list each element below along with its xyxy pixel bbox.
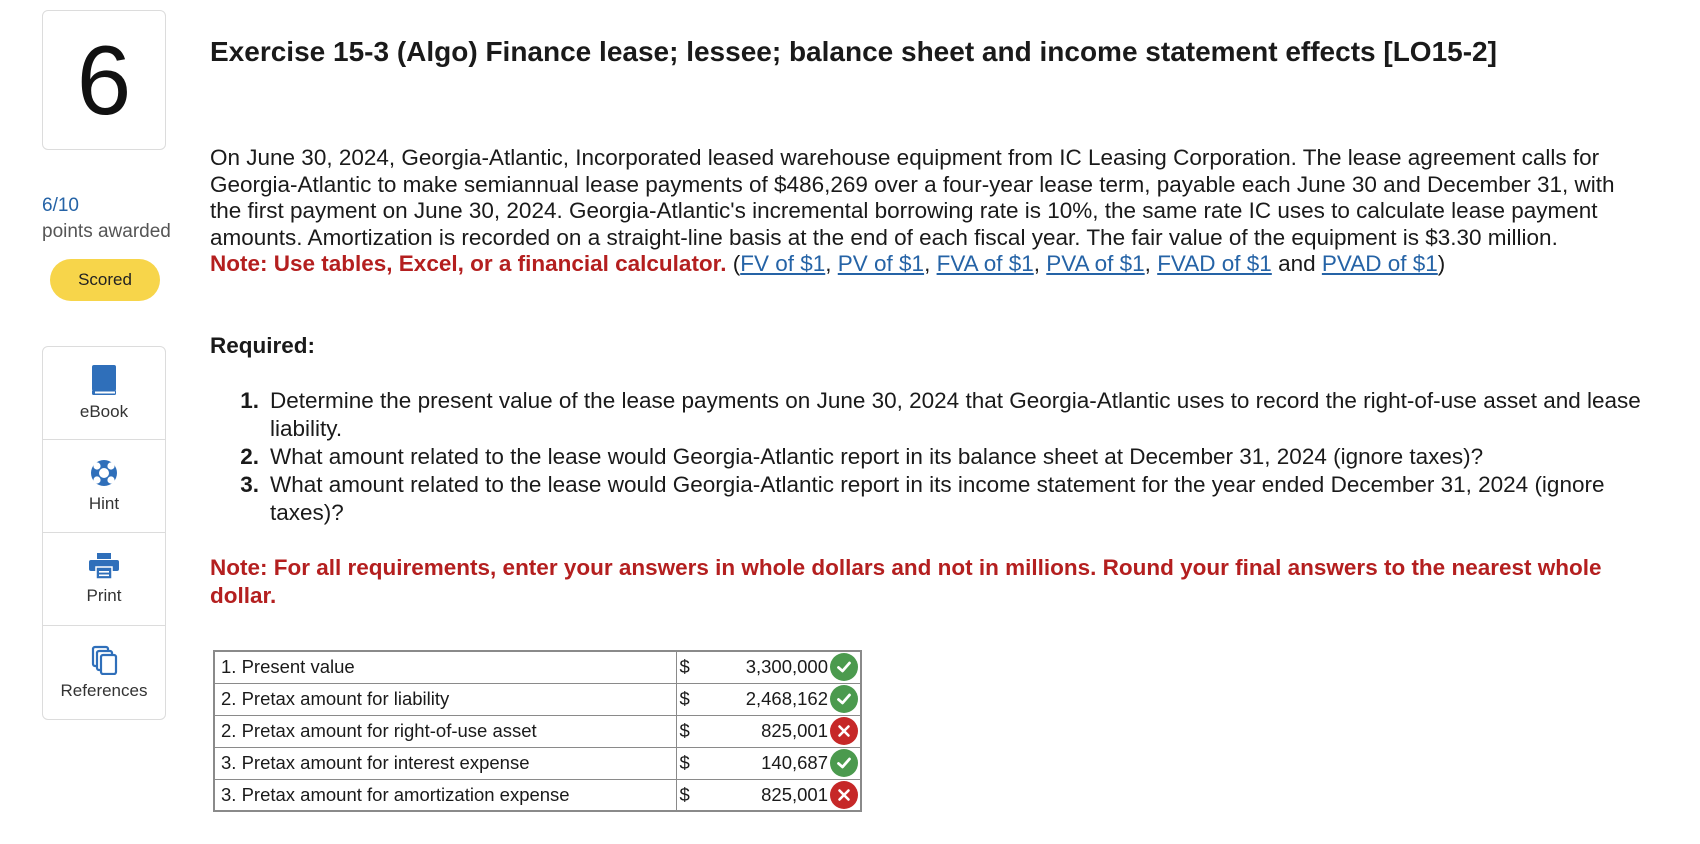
- hint-button[interactable]: [43, 440, 165, 533]
- table-row: [214, 715, 861, 747]
- question-number: 6: [42, 10, 166, 150]
- table-row: [214, 651, 861, 683]
- printer-icon: [88, 552, 120, 580]
- print-button[interactable]: [43, 533, 165, 626]
- score-block: [42, 193, 171, 245]
- table-row: [214, 683, 861, 715]
- link-pva[interactable]: PVA of $1: [1046, 251, 1145, 276]
- link-separator: ,: [1144, 251, 1158, 276]
- book-icon: [90, 364, 118, 396]
- requirement-text: Determine the present value of the lease payments on June 30, 2024 that Georgia-Atlantic uses to record the right-of-use asset and lease liability.: [270, 388, 1641, 441]
- answer-input[interactable]: 3,300,000: [745, 656, 828, 678]
- answer-cell: [701, 651, 861, 683]
- answer-input[interactable]: 2,468,162: [745, 688, 828, 709]
- copy-icon: [90, 645, 118, 675]
- requirement-number: 2.: [240, 444, 259, 469]
- ebook-label: eBook: [79, 402, 129, 421]
- problem-text: On June 30, 2024, Georgia-Atlantic, Incorporated leased warehouse equipment from IC Leasing Corporation. The lease agreement calls for Georgia-Atlantic to make semiannual lease payments of $486,269 over a four-year lease term, payable each June 30 and December 31, with the first payment on June 30, 2024. Georgia-Atlantic's incremental borrowing rate is 10%, the same rate IC uses to calculate lease payment amounts. Amortization is recorded on a straight-line basis at the end of each fiscal year. The fair value of the equipment is $3.30 million.: [210, 145, 1615, 250]
- currency-symbol: $: [676, 683, 701, 715]
- paren-close: ): [1437, 251, 1446, 276]
- link-fva[interactable]: FVA of $1: [936, 251, 1034, 276]
- paren-open: (: [726, 251, 741, 276]
- required-heading: Required:: [210, 333, 316, 358]
- answer-cell: [701, 779, 861, 811]
- link-separator: ,: [924, 251, 937, 276]
- currency-symbol: $: [676, 651, 701, 683]
- score-label: points awarded: [42, 221, 171, 242]
- link-pv[interactable]: PV of $1: [837, 251, 925, 276]
- rounding-note: Note: For all requirements, enter your answers in whole dollars and not in millions. Round your final answers to the nearest whole dollar.: [210, 555, 1602, 608]
- hint-label: Hint: [88, 494, 120, 513]
- x-mark-icon: [830, 781, 858, 809]
- ebook-button[interactable]: [43, 347, 165, 440]
- requirement-text: What amount related to the lease would Georgia-Atlantic report in its balance sheet at December 31, 2024 (ignore taxes)?: [270, 444, 1484, 469]
- currency-symbol: $: [676, 715, 701, 747]
- requirement-item: [210, 443, 1650, 471]
- check-icon: [830, 653, 858, 681]
- link-fvad[interactable]: FVAD of $1: [1157, 251, 1272, 276]
- requirement-text: What amount related to the lease would Georgia-Atlantic report in its income statement for the year ended December 31, 2024 (ignore taxes)?: [270, 472, 1605, 525]
- problem-description: [210, 145, 1650, 278]
- answer-label: 3. Pretax amount for interest expense: [214, 747, 676, 779]
- link-and: and: [1271, 251, 1322, 276]
- link-separator: ,: [825, 251, 838, 276]
- answer-input[interactable]: 140,687: [761, 752, 828, 773]
- print-label: Print: [86, 586, 122, 605]
- requirements-list: [210, 387, 1650, 527]
- x-mark-icon: [830, 717, 858, 745]
- answer-input[interactable]: 825,001: [761, 783, 828, 805]
- requirement-item: [210, 387, 1650, 443]
- score-value: 6/10: [42, 195, 79, 216]
- currency-symbol: $: [676, 779, 701, 811]
- lifebuoy-icon: [89, 458, 119, 488]
- answer-label: 2. Pretax amount for liability: [214, 683, 676, 715]
- check-icon: [830, 685, 858, 713]
- link-separator: ,: [1033, 251, 1047, 276]
- check-icon: [830, 749, 858, 777]
- answer-input[interactable]: 825,001: [761, 720, 828, 741]
- table-row: [214, 747, 861, 779]
- answer-cell: [701, 683, 861, 715]
- answer-table: [213, 650, 862, 812]
- references-button[interactable]: [43, 626, 165, 719]
- requirement-item: [210, 471, 1650, 527]
- answer-label: 3. Pretax amount for amortization expense: [214, 779, 676, 811]
- requirement-number: 3.: [240, 472, 259, 497]
- calculator-note: Note: Use tables, Excel, or a financial calculator.: [210, 251, 727, 276]
- answer-label: 2. Pretax amount for right-of-use asset: [214, 715, 676, 747]
- answer-label: 1. Present value: [214, 651, 676, 683]
- answer-cell: [701, 715, 861, 747]
- table-row: [214, 779, 861, 811]
- link-fv[interactable]: FV of $1: [740, 251, 826, 276]
- currency-symbol: $: [676, 747, 701, 779]
- link-pvad[interactable]: PVAD of $1: [1321, 251, 1438, 276]
- tool-panel: [42, 346, 166, 720]
- answer-cell: [701, 747, 861, 779]
- requirement-number: 1.: [240, 388, 259, 413]
- status-badge: Scored: [50, 259, 160, 301]
- exercise-title: Exercise 15-3 (Algo) Finance lease; lessee; balance sheet and income statement effects [LO15-2]: [210, 36, 1497, 67]
- references-label: References: [60, 680, 148, 700]
